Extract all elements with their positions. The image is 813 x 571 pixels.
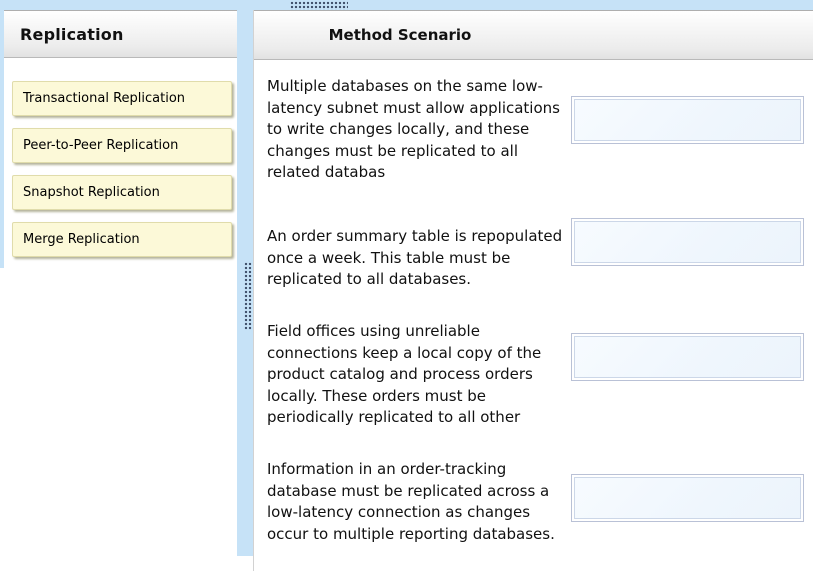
scenario-text-4: Information in an order-tracking database must be replicated across a low-latency connection as changes occur to multiple reporting databases. [267,460,555,543]
vertical-splitter-grip-icon[interactable] [244,262,252,330]
drag-item-snapshot-replication[interactable] [12,175,232,210]
method-scenario-panel [253,10,813,571]
drop-target-scenario-1[interactable] [571,96,804,144]
drop-target-scenario-2[interactable] [571,218,804,266]
replication-source-panel [4,10,237,571]
drop-target-value [574,99,801,141]
method-scenario-panel-header [254,10,813,60]
drag-item-label: Peer-to-Peer Replication [23,138,179,153]
drag-item-merge-replication[interactable] [12,222,232,257]
drop-target-value [574,336,801,378]
horizontal-drag-handle-icon[interactable] [290,1,348,10]
drag-item-peer-to-peer-replication[interactable] [12,128,232,163]
drop-target-scenario-3[interactable] [571,333,804,381]
drag-item-label: Snapshot Replication [23,185,160,200]
drop-target-value [574,477,801,519]
drag-item-label: Transactional Replication [23,91,186,106]
scenario-text-1: Multiple databases on the same low-latency subnet must allow applications to write changes locally, and these changes must be replicated to all related databas [267,77,560,181]
drop-target-value [574,221,801,263]
replication-panel-header [4,10,237,58]
drop-target-scenario-4[interactable] [571,474,804,522]
drag-item-label: Merge Replication [23,232,140,247]
method-scenario-panel-title: Method Scenario [328,26,472,44]
top-background-strip [0,0,813,10]
scenario-text-3: Field offices using unreliable connections keep a local copy of the product catalog and process orders locally. These orders must be periodically replicated to all other [267,322,542,426]
scenario-text-2: An order summary table is repopulated once a week. This table must be replicated to all databases. [267,227,563,288]
replication-panel-title: Replication [20,24,124,44]
drag-item-transactional-replication[interactable] [12,81,232,116]
